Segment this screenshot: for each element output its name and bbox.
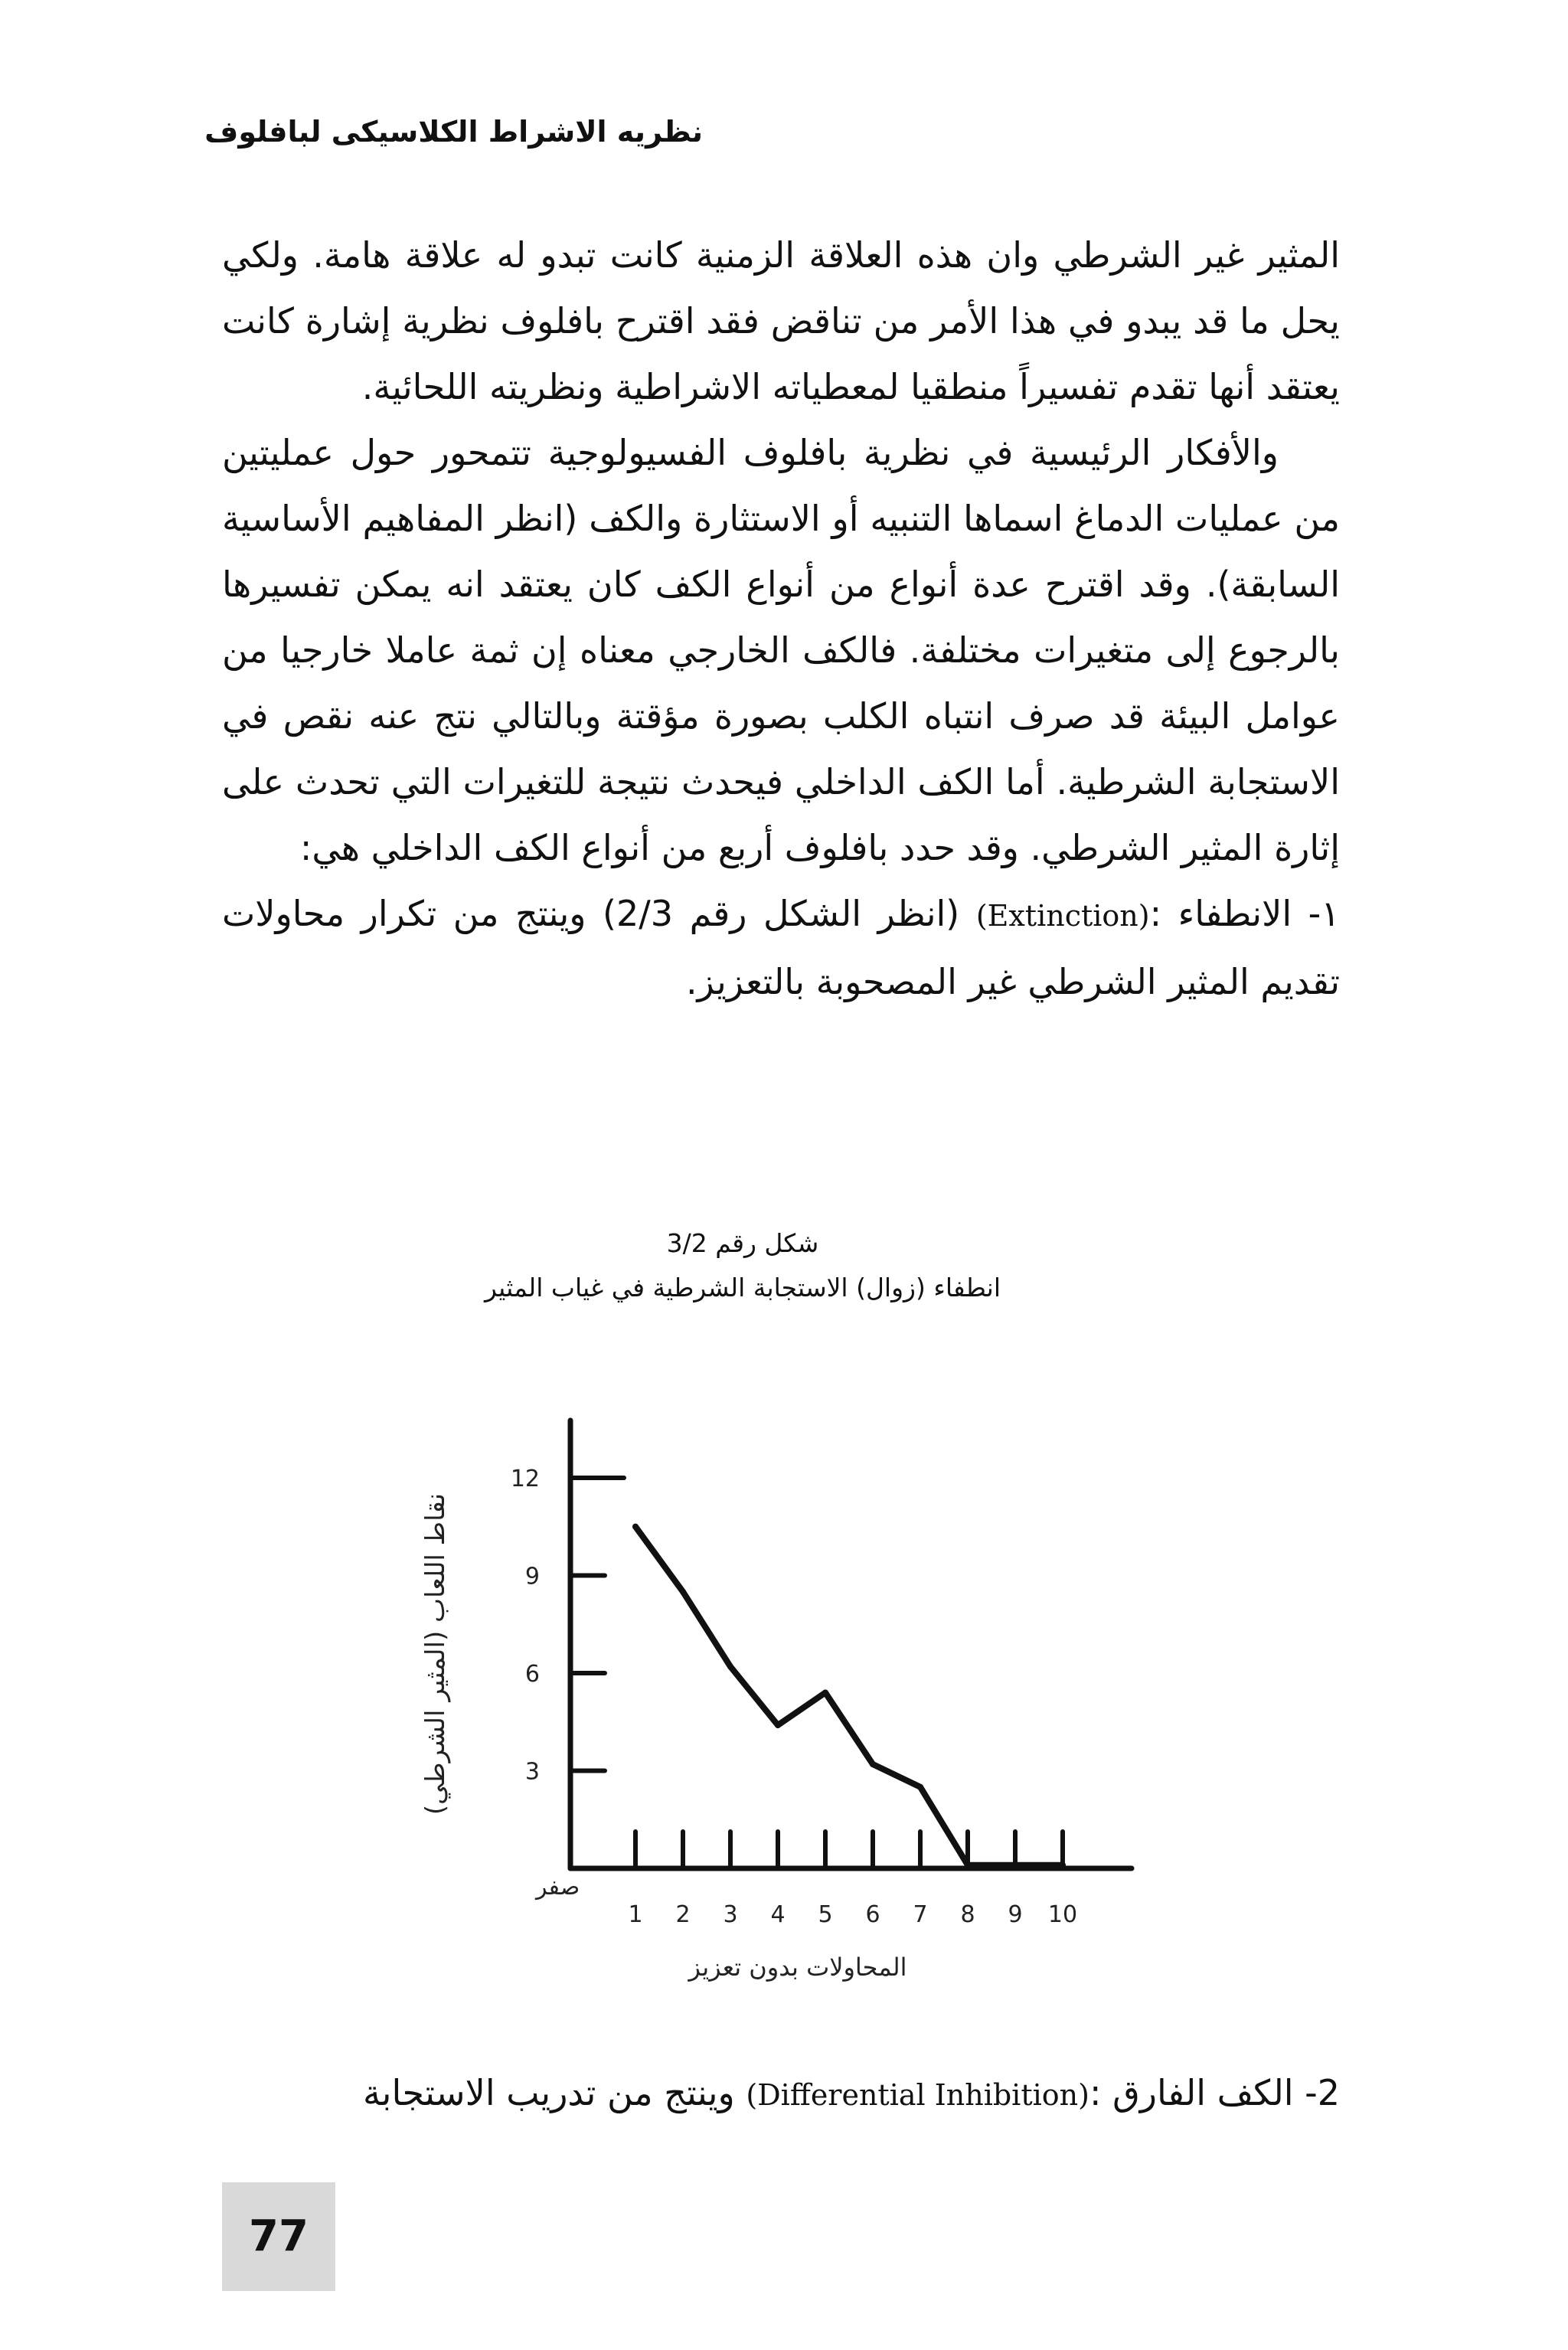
x-tick-label: 4 <box>770 1901 786 1928</box>
data-point <box>917 1784 923 1790</box>
body-text <box>222 222 1340 1015</box>
figure-number: شكل رقم 3/2 <box>666 1228 819 1258</box>
item-2-latin-term: (Differential Inhibition) <box>746 2078 1089 2112</box>
y-ticks <box>511 1466 624 1786</box>
chart-axes <box>570 1420 1132 1868</box>
extinction-chart <box>398 1355 1179 2014</box>
x-tick-label: 10 <box>1047 1901 1078 1928</box>
list-item-differential-inhibition <box>222 2060 1340 2128</box>
y-axis-label: نقاط اللعاب (المثير الشرطي) <box>420 1492 451 1816</box>
item-2-prefix: 2- الكف الفارق : <box>1089 2072 1340 2113</box>
data-point <box>822 1690 828 1696</box>
series-line <box>635 1527 1063 1865</box>
data-point <box>680 1589 686 1595</box>
zero-label: صفر <box>536 1874 580 1901</box>
running-head: نظريه الاشراط الكلاسيكى لبافلوف <box>204 115 703 149</box>
paragraph-2: والأفكار الرئيسية في نظرية بافلوف الفسيولوجية تتمحور حول عمليتين من عمليات الدماغ اسماها التنبيه أو الاستثارة والكف (انظر المفاهيم الأساسية السابقة). وقد اقترح عدة أنواع من أنواع الكف كان يعتقد انه يمكن تفسيرها بالرجوع إلى متغيرات مختلفة. فالكف الخارجي معناه إن ثمة عاملا خارجيا من عوامل البيئة قد صرف انتباه الكلب بصورة مؤقتة وبالتالي نتج عنه نقص في الاستجابة الشرطية. أما الكف الداخلي فيحدث نتيجة للتغيرات التي تحدث على إثارة المثير الشرطي. وقد حدد بافلوف أربع من أنواع الكف الداخلي هي: <box>222 432 1340 868</box>
y-tick-label: 3 <box>524 1758 540 1786</box>
page-number-box <box>222 2182 335 2291</box>
list-item-extinction <box>222 881 1340 1015</box>
item-1-prefix: ١- الانطفاء : <box>1149 893 1340 934</box>
figure-caption <box>429 1221 1057 1310</box>
x-tick-label: 5 <box>818 1901 833 1928</box>
x-tick-label: 8 <box>960 1901 975 1928</box>
data-point <box>775 1722 781 1728</box>
data-point <box>1012 1862 1018 1868</box>
data-point <box>870 1761 876 1767</box>
x-axis-label: المحاولات بدون تعزيز <box>688 1953 907 1982</box>
x-tick-label: 3 <box>723 1901 738 1928</box>
data-point <box>632 1524 639 1530</box>
figure-title: انطفاء (زوال) الاستجابة الشرطية في غياب المثير <box>484 1273 1001 1302</box>
x-tick-label: 9 <box>1008 1901 1023 1928</box>
series-group <box>632 1524 1066 1868</box>
paragraph-1: المثير غير الشرطي وان هذه العلاقة الزمنية كانت تبدو له علاقة هامة. ولكي يحل ما قد يبدو في هذا الأمر من تناقض فقد اقترح بافلوف نظرية إشارة كانت يعتقد أنها تقدم تفسيراً منطقيا لمعطياته الاشراطية ونظريته اللحائية. <box>222 234 1340 407</box>
x-tick-label: 2 <box>675 1901 691 1928</box>
item-1-text: (انظر الشكل رقم 2/3) وينتج من تكرار محاولات تقديم المثير الشرطي غير المصحوبة بالتعزيز. <box>222 893 1340 1002</box>
x-ticks <box>628 1832 1077 1928</box>
y-tick-label: 12 <box>510 1466 540 1492</box>
y-tick-label: 9 <box>524 1563 540 1590</box>
item-2-text: وينتج من تدريب الاستجابة <box>363 2072 746 2113</box>
page-number: 77 <box>249 2211 309 2261</box>
x-tick-label: 1 <box>628 1901 643 1928</box>
data-point <box>727 1664 733 1670</box>
data-point <box>1060 1862 1066 1868</box>
item-1-latin-term: (Extinction) <box>975 899 1150 933</box>
x-tick-label: 7 <box>913 1901 928 1928</box>
y-tick-label: 6 <box>524 1661 540 1688</box>
x-tick-label: 6 <box>865 1901 880 1928</box>
data-point <box>965 1862 971 1868</box>
